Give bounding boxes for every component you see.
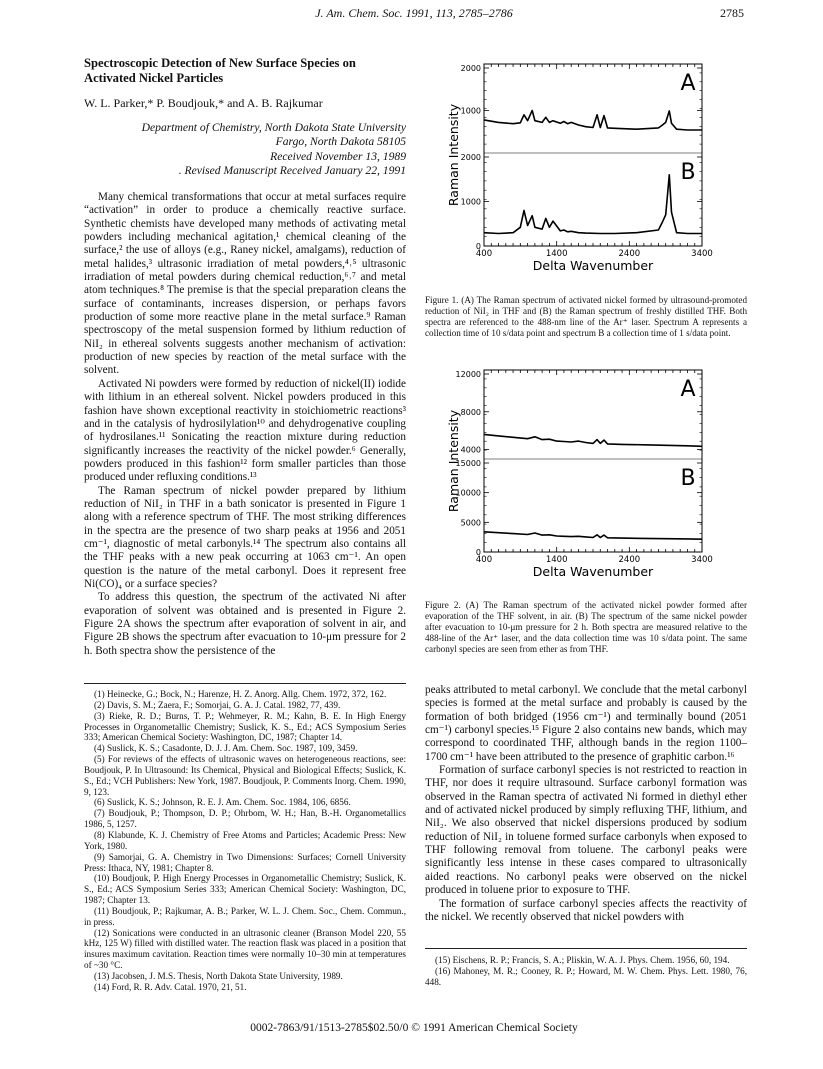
spectrum-line-a (484, 434, 702, 446)
footnote: (9) Samorjai, G. A. Chemistry in Two Dimensions: Surfaces; Cornell University Press: Ithaca, NY, 1981; Chapter 8. (84, 851, 406, 873)
received-date: Received November 13, 1989 (270, 150, 406, 163)
y-tick-label: 15000 (455, 459, 481, 468)
spectrum-line-a (484, 111, 702, 131)
footnote: (13) Jacobsen, J. M.S. Thesis, North Dakota State University, 1989. (94, 970, 343, 981)
paragraph: peaks attributed to metal carbonyl. We conclude that the metal carbonyl species is formed at the metal surface and probably is caused by the formation of both bridged (1956 cm⁻¹) and terminally bound (2051 cm⁻¹) carbonyl species.¹⁵ Figure 2 also contains new bands, which may correspond to coordinated THF, although bands in the region 1100–1700 cm⁻¹ have been attributed to the presence of graphitic carbon.¹⁶ (425, 684, 747, 763)
footnote: (12) Sonications were conducted in an ultrasonic cleaner (Branson Model 220, 55 kHz, 125 W) filled with distilled water. The reaction flask was placed in a position that insures maximum cavitation. Reaction times were normally 10–30 min at temperatures of ~30 °C. (84, 927, 406, 971)
running-header (84, 6, 744, 26)
paragraph: The formation of surface carbonyl species affects the reactivity of the nickel. We recently observed that nickel powders with (425, 897, 747, 923)
y-tick-label: 0 (475, 548, 481, 557)
affiliation-line: Fargo, North Dakota 58105 (275, 135, 406, 148)
y-tick-label: 10000 (455, 488, 481, 498)
x-tick-label: 3400 (691, 249, 713, 259)
figure-1-chart (440, 58, 740, 280)
y-tick-label: 1000 (460, 106, 481, 116)
journal-reference: J. Am. Chem. Soc. 1991, 113, 2785–2786 (315, 6, 513, 20)
y-tick-label: 12000 (455, 370, 481, 379)
footnote: (2) Davis, S. M.; Zaera, F.; Somorjai, G. A. J. Catal. 1982, 77, 439. (94, 699, 341, 710)
footnotes-right (425, 955, 747, 988)
footnotes-left (84, 689, 406, 993)
panel-label-b: B (680, 466, 696, 491)
plot-frame (484, 370, 702, 552)
footnote: (7) Boudjouk, P.; Thompson, D. P.; Ohrbom, W. H.; Han, B.-H. Organometallics 1986, 5, 1257. (84, 808, 406, 830)
footnote-rule (84, 683, 406, 684)
spectrum-line-b (484, 175, 702, 234)
footnote: (15) Eischens, R. P.; Francis, S. A.; Pliskin, W. A. J. Phys. Chem. 1956, 60, 194. (435, 955, 730, 965)
x-axis-label: Delta Wavenumber (532, 258, 654, 273)
y-tick-label: 4000 (460, 445, 481, 455)
x-tick-label: 400 (475, 555, 493, 565)
body-right (425, 684, 747, 924)
y-axis-label: Raman Intensity (446, 409, 461, 513)
figure-2-caption: Figure 2. (A) The Raman spectrum of the activated nickel powder formed after evaporation of the THF solvent, in air. (B) The spectrum of the same nickel powder after evacuation to 10-μm pressure for 2 h. Both spectra are measured relative to the 488-line of the Ar⁺ laser, and the data collection time was 10 s/data point. The same carbonyl species are seen from ether as from THF. (425, 600, 747, 655)
affiliation-block (84, 121, 406, 178)
footnote: (3) Rieke, R. D.; Burns, T. P.; Wehmeyer, R. M.; Kahn, B. E. In High Energy Processes in Organometallic Chemistry; Suslick, K. S., Ed.; ACS Symposium Series 333; American Chemical Society: Washington, DC, 1987; Chapter 14. (84, 710, 406, 743)
footnote: (10) Boudjouk, P. High Energy Processes in Organometallic Chemistry; Suslick, K. S., Ed.; ACS Symposium Series 333; American Chemical Society: Washington, DC, 1987; Chapter 13. (84, 873, 406, 906)
affiliation-line: Department of Chemistry, North Dakota State University (141, 121, 406, 134)
plot-frame (484, 64, 702, 246)
spectrum-line-b (484, 532, 702, 539)
panel-label-a: A (680, 71, 696, 96)
x-tick-label: 1400 (545, 249, 568, 259)
paragraph: Many chemical transformations that occur at metal surfaces require “activation” in order to produce a chemically reactive surface. Synthetic chemists have developed many methods of activating metal powders including mechanical agitation,¹ chemical cleaning of the surface,² the use of alloys (e.g., Raney nickel, amalgams), reduction of metal halides,³ ultrasonic irradiation of metal powders,⁴˒⁵ ultrasonic irradiation of metal powders during chemical reduction,⁶˒⁷ and metal atom techniques.⁸ The premise is that the special preparation cleans the surface of contaminants, increases dispersion, or perhaps favors production of some more reactive plane in the metal surface.⁹ Raman spectroscopy of the metal suspension formed by lithium reduction of NiI₂ in ethereal solvents suggests another mechanism of activation: production of new species by reaction of the metal surface with the solvent. (84, 191, 406, 377)
x-tick-label: 400 (475, 249, 493, 259)
y-tick-label: 1000 (460, 197, 481, 207)
panel-label-b: B (680, 160, 696, 185)
paragraph: The Raman spectrum of nickel powder prepared by lithium reduction of NiI₂ in THF in a bath sonicator is presented in Figure 1 along with a reference spectrum of THF. The most striking differences in the spectra are the presence of two sharp peaks at 1956 and 2051 cm⁻¹, diagnostic of metal carbonyls.¹⁴ The spectrum also contains all the THF peaks with a new peak occurring at 1063 cm⁻¹. An open question is the nature of the metal carbonyl. Does it represent free Ni(CO)₄ or a surface species? (84, 484, 406, 590)
x-tick-label: 3400 (691, 555, 713, 565)
y-tick-label: 2000 (460, 64, 481, 73)
y-tick-label: 5000 (460, 518, 481, 528)
article-authors: W. L. Parker,* P. Boudjouk,* and A. B. Rajkumar (84, 96, 323, 110)
footnote-rule (425, 948, 747, 949)
page-number: 2785 (720, 6, 744, 20)
revised-date: . Revised Manuscript Received January 22, 1991 (178, 164, 406, 177)
paragraph: Activated Ni powders were formed by reduction of nickel(II) iodide with lithium in an ethereal solvent. Nickel powders produced in this fashion have shown exceptional reactivity in stoichiometric reactions³ and in the catalysis of hydrosilylation¹⁰ and dehydrogenative coupling of hydrosilanes.¹¹ Sonicating the reaction mixture during reduction significantly increases the reactivity of the nickel powder.⁶ Generally, powders produced in this fashion¹² form smaller particles than those produced under refluxing conditions.¹³ (84, 377, 406, 484)
y-axis-label: Raman Intensity (446, 103, 461, 207)
x-axis-label: Delta Wavenumber (532, 564, 654, 579)
paragraph: To address this question, the spectrum of the activated Ni after evaporation of solvent was obtained and is presented in Figure 2. Figure 2A shows the spectrum after evaporation of solvent in air, and Figure 2B shows the spectrum after evacuation to 10-μm pressure for 2 h. Both spectra show the persistence of the (84, 591, 406, 657)
footnote: (16) Mahoney, M. R.; Cooney, R. P.; Howard, M. W. Chem. Phys. Lett. 1980, 76, 448. (425, 965, 747, 987)
x-tick-label: 2400 (618, 555, 641, 565)
x-tick-label: 2400 (618, 249, 641, 259)
body-left (84, 191, 406, 658)
footnote: (8) Klabunde, K. J. Chemistry of Free Atoms and Particles; Academic Press: New York, 1980. (84, 829, 406, 851)
copyright-footer: 0002-7863/91/1513-2785$02.50/0 © 1991 American Chemical Society (250, 1022, 578, 1034)
y-tick-label: 0 (475, 242, 481, 251)
article-title: Spectroscopic Detection of New Surface Species on Activated Nickel Particles (84, 56, 356, 85)
paragraph: Formation of surface carbonyl species is not restricted to reaction in THF, nor does it require ultrasound. Surface carbonyl formation was observed in the Raman spectra of activated Ni formed in diethyl ether and of activated nickel produced by simply refluxing THF, lithium, and NiI₂. We also observed that nickel dispersions produced by sodium reduction of NiI₂ in toluene formed surface carbonyls when exposed to THF following removal from toluene. The carbonyl peaks were significantly less intense in these cases compared to ultrasonically aided reactions. No carbonyl peaks were observed on the nickel produced in toluene prior to exposure to THF. (425, 764, 747, 897)
footnote: (1) Heinecke, G.; Bock, N.; Harenze, H. Z. Anorg. Allg. Chem. 1972, 372, 162. (94, 689, 387, 699)
footnote: (14) Ford, R. R. Adv. Catal. 1970, 21, 51. (94, 981, 247, 992)
panel-label-a: A (680, 377, 696, 402)
y-tick-label: 8000 (460, 407, 481, 417)
figure-2-chart (440, 364, 740, 586)
footnote: (6) Suslick, K. S.; Johnson, R. E. J. Am. Chem. Soc. 1984, 106, 6856. (94, 797, 351, 808)
footnote: (5) For reviews of the effects of ultrasonic waves on heterogeneous reactions, see: Boudjouk, P. In Ultrasound: Its Chemical, Physical and Biological Effects; Suslick, K. S., Ed.; VCH Publishers: New York, 1987. Boudjouk, P. Comments Inorg. Chem. 1990, 9, 123. (84, 754, 407, 797)
figure-1-caption: Figure 1. (A) The Raman spectrum of activated nickel formed by ultrasound-promoted reduction of NiI₂ in THF and (B) the Raman spectrum of freshly distilled THF. Both spectra are referenced to the 488-nm line of the Ar⁺ laser. Spectrum A represents a collection time of 10 s/data point and spectrum B a collection time of 1 s/data point. (425, 295, 747, 339)
footnote: (11) Boudjouk, P.; Rajkumar, A. B.; Parker, W. L. J. Chem. Soc., Chem. Commun., in press. (84, 905, 406, 927)
x-tick-label: 1400 (545, 555, 568, 565)
footnote: (4) Suslick, K. S.; Casadonte, D. J. J. Am. Chem. Soc. 1987, 109, 3459. (94, 743, 358, 754)
y-tick-label: 2000 (460, 153, 481, 162)
